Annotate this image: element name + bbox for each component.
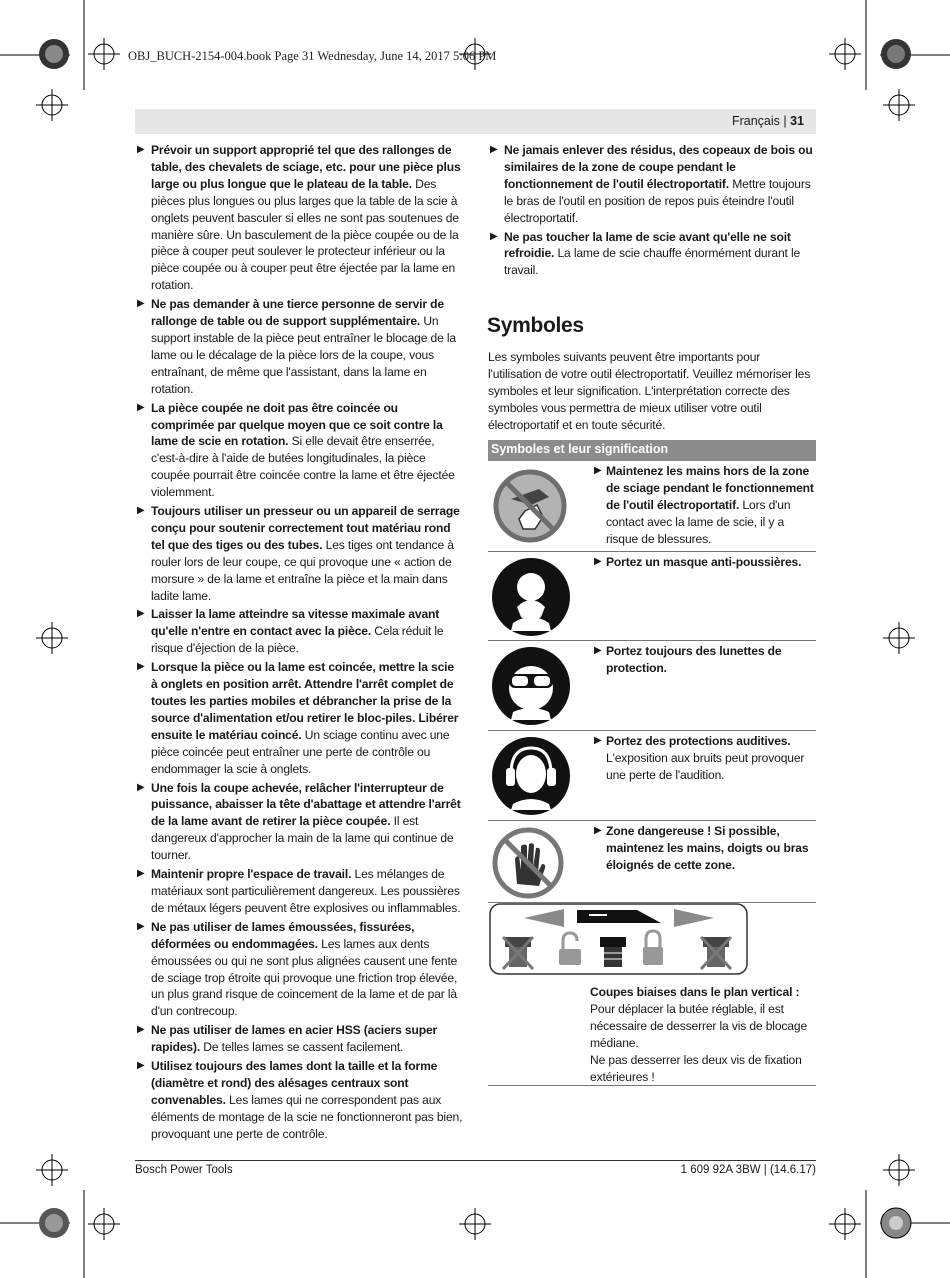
bullet-arrow-icon: ▶: [137, 505, 145, 517]
bullet-arrow-icon: ▶: [137, 1060, 145, 1072]
safety-instruction: [135, 503, 463, 604]
symbols-table-header: Symboles et leur signification: [488, 440, 816, 461]
safety-instruction: [135, 919, 463, 1020]
page-header-band: [135, 109, 816, 134]
symbol-bold-text: Portez toujours des lunettes de protection.: [606, 644, 782, 675]
symbol-body-text: Lors d'un contact avec la lame de scie, il y a risque de blessures.: [606, 497, 791, 546]
bevel-note-title: Coupes biaises dans le plan vertical :: [590, 985, 800, 999]
safety-instruction: [135, 400, 463, 501]
symbol-row: [488, 641, 816, 731]
instruction-text: Un support instable de la pièce peut entraîner le blocage de la lame ou le décalage de la pièce lors de la coupe, vous entraînant, de même que l'assistant, dans la lame en rotation.: [151, 314, 456, 396]
instruction-bold: Toujours utiliser un presseur ou un appareil de serrage conçu pour soutenir correctement tout matériau rond tel que des tiges ou des tubes.: [151, 504, 460, 552]
symbol-bold-text: Portez un masque anti-poussières.: [606, 555, 802, 569]
instruction-text: Cela réduit le risque d'éjection de la pièce.: [151, 624, 444, 656]
left-column: [135, 142, 463, 1145]
print-job-header: OBJ_BUCH-2154-004.book Page 31 Wednesday, June 14, 2017 5:06 PM: [128, 49, 497, 63]
instruction-bold: Ne pas toucher la lame de scie avant qu'elle ne soit refroidie.: [504, 229, 791, 261]
bullet-arrow-icon: ▶: [137, 1024, 145, 1036]
instruction-text: Mettre toujours le bras de l'outil en position de repos puis éteindre l'outil électroportatif.: [504, 176, 811, 225]
instruction-bold: La pièce coupée ne doit pas être coincée ou comprimée par quelque moyen que ce soit contre la lame de scie en rotation.: [151, 400, 443, 449]
symbol-description: [592, 733, 816, 786]
bullet-arrow-icon: ▶: [490, 230, 498, 242]
footer-brand: Bosch Power Tools: [135, 1164, 233, 1176]
page-header: [732, 114, 804, 128]
safety-instruction: [135, 1058, 463, 1143]
symbol-row: [488, 731, 816, 821]
bevel-note-line1: Pour déplacer la butée réglable, il est nécessaire de desserrer la vis de blocage médiane.: [590, 1001, 808, 1050]
bullet-arrow-icon: ▶: [137, 868, 145, 880]
safety-instruction: [135, 142, 463, 294]
instruction-bold: Ne pas utiliser de lames émoussées, fissurées, déformées ou endommagées.: [151, 919, 415, 951]
bullet-arrow-icon: ▶: [137, 401, 145, 413]
instruction-text: Si elle devait être enserrée, c'est-à-dire à l'aide de butées longitudinales, la pièce coupée pourrait être coincée contre la lame et être éjectée violemment.: [151, 434, 455, 500]
safety-instruction: [135, 1022, 463, 1056]
instruction-text: Les lames aux dents émoussées ou qui ne sont plus alignées causent une fente de sciage trop étroite qui provoque une friction trop élevée, un plus grand risque de coincement de la lame et de par là d'un contrecoup.: [151, 936, 458, 1019]
safety-instruction: [135, 606, 463, 657]
bullet-arrow-icon: ▶: [594, 556, 602, 567]
safety-instruction: [135, 296, 463, 397]
symbol-bold-text: Zone dangereuse ! Si possible, maintenez les mains, doigts ou bras éloignés de cette zone.: [606, 824, 809, 872]
symbol-description: [592, 643, 816, 679]
symbols-intro: Les symboles suivants peuvent être importants pour l'utilisation de votre outil électroportatif. Veuillez mémoriser les symboles et leur signification. L'interprétation correcte des symboles vous permettra de mieux utiliser votre outil électroportatif et en toute sécurité.: [488, 350, 811, 432]
bullet-arrow-icon: ▶: [594, 735, 602, 746]
symbol-row: [488, 821, 816, 903]
instruction-bold: Prévoir un support approprié tel que des rallonges de table, des chevalets de sciage, etc. pour une pièce plus large ou plus longue que le plateau de la table.: [151, 143, 461, 191]
instruction-text: La lame de scie chauffe énormément durant le travail.: [504, 246, 801, 278]
bullet-arrow-icon: ▶: [490, 144, 498, 155]
bullet-arrow-icon: ▶: [594, 465, 602, 476]
instruction-text: Il est dangereux d'approcher la main de la lame qui continue de tourner.: [151, 814, 454, 863]
safety-instruction: [135, 780, 463, 865]
instruction-text: Des pièces plus longues ou plus larges que la table de la scie à onglets peuvent basculer si elles ne sont pas soutenues de manière sûre. Un basculement de la pièce coupée ou de la pièce à couper peut soulever le protecteur inférieur ou la pièce coupée ou à couper peut être éjectée par la lame en rotation.: [151, 176, 459, 293]
instruction-text: De telles lames se cassent facilement.: [200, 1040, 404, 1055]
bullet-arrow-icon: ▶: [137, 781, 145, 793]
footer-rule: [135, 1160, 816, 1161]
footer-doc-number: 1 609 92A 3BW | (14.6.17): [680, 1164, 816, 1176]
dust-mask-icon: [491, 557, 571, 637]
safety-instruction: [135, 659, 463, 777]
danger-zone-hand-icon: [491, 826, 565, 900]
bullet-arrow-icon: ▶: [137, 920, 145, 932]
right-column-warnings: [488, 142, 816, 281]
bevel-cut-note: [590, 984, 816, 1085]
bullet-arrow-icon: ▶: [137, 144, 145, 155]
symbol-description: [592, 823, 816, 876]
instruction-bold: Maintenir propre l'espace de travail.: [151, 867, 352, 882]
instruction-bold: Ne pas demander à une tierce personne de servir de rallonge de table ou de support supplémentaire.: [151, 297, 444, 329]
bullet-arrow-icon: ▶: [594, 825, 602, 836]
symbol-bold-text: Maintenez les mains hors de la zone de sciage pendant le fonctionnement de l'outil électroportatif.: [606, 464, 814, 512]
no-hands-near-blade-icon: [491, 467, 569, 545]
symbol-row: [488, 552, 816, 641]
instruction-text: Les tiges ont tendance à rouler lors de leur coupe, ce qui provoque une « action de morsure » de la lame et entraîne la pièce et la main dans ladite lame.: [151, 537, 454, 603]
symbol-bold-text: Portez des protections auditives.: [606, 734, 791, 748]
instruction-bold: Une fois la coupe achevée, relâcher l'interrupteur de puissance, abaisser la tête d'abattage et attendre l'arrêt de la lame avant de retirer la pièce coupée.: [151, 780, 461, 829]
instruction-text: Les lames qui ne correspondent pas aux éléments de montage de la scie ne fonctionneront pas bien, provoquant une perte de contrôle.: [151, 1092, 463, 1141]
symbol-body-text: L'exposition aux bruits peut provoquer une perte de l'audition.: [606, 750, 805, 782]
header-language: Français: [731, 114, 780, 128]
bevel-row-divider: [488, 1085, 816, 1086]
safety-instruction: [488, 229, 816, 280]
header-page-number: 31: [790, 114, 804, 128]
symbols-title: Symboles: [487, 314, 584, 337]
bullet-arrow-icon: ▶: [137, 298, 145, 310]
instruction-bold: Utilisez toujours des lames dont la taille et la forme (diamètre et rond) des alésages centraux sont convenables.: [151, 1059, 438, 1107]
ear-protection-icon: [491, 736, 571, 816]
instruction-bold: Laisser la lame atteindre sa vitesse maximale avant qu'elle n'entre en contact avec la pièce.: [151, 607, 440, 639]
instruction-bold: Lorsque la pièce ou la lame est coincée, mettre la scie à onglets en position arrêt. Attendre l'arrêt complet de toutes les parties mobiles et débrancher la prise de la source d'alimentation et/ou retirer le bloc-piles. Libérer ensuite le matériau coincé.: [151, 660, 459, 742]
bullet-arrow-icon: ▶: [137, 661, 145, 673]
symbols-table: [488, 440, 816, 903]
symbol-row: [488, 461, 816, 552]
symbol-description: [592, 463, 816, 550]
instruction-text: Un sciage continu avec une pièce coincée peut entraîner une perte de contrôle ou endommager la scie à onglets.: [151, 727, 450, 776]
bullet-arrow-icon: ▶: [594, 645, 602, 656]
bevel-note-line2: Ne pas desserrer les deux vis de fixation extérieures !: [590, 1052, 802, 1084]
bevel-screw-diagram: [489, 903, 749, 977]
safety-goggles-icon: [491, 646, 571, 726]
safety-instruction: [135, 866, 463, 917]
header-separator: |: [779, 114, 791, 128]
instruction-text: Les mélanges de matériaux sont particulièrement dangereux. Les poussières de métaux légers peuvent être explosives ou inflammables.: [151, 867, 461, 915]
instruction-bold: Ne pas utiliser de lames en acier HSS (aciers super rapides).: [151, 1023, 438, 1055]
safety-instruction: [488, 142, 816, 227]
symbol-description: [592, 554, 816, 573]
instruction-bold: Ne jamais enlever des résidus, des copeaux de bois ou similaires de la zone de coupe pendant le fonctionnement de l'outil électroportatif.: [504, 143, 813, 191]
bullet-arrow-icon: ▶: [137, 608, 145, 620]
